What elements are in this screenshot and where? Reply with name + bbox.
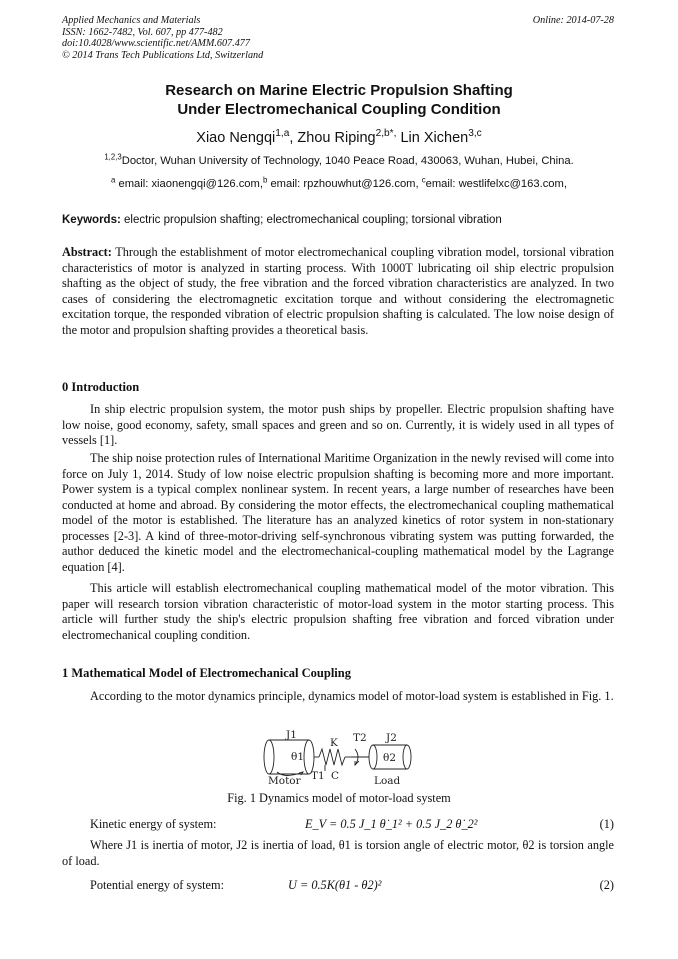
- keywords-text: electric propulsion shafting; electromechanical coupling; torsional vibration: [124, 214, 502, 226]
- equation-2-label: Potential energy of system:: [90, 878, 224, 892]
- copyright: © 2014 Trans Tech Publications Ltd, Switzerland: [62, 49, 264, 61]
- equation-1-explanation: Where J1 is inertia of motor, J2 is inertia of load, θ1 is torsion angle of electric motor, θ2 is torsion angle of load.: [62, 838, 614, 868]
- email-b-sup: b: [262, 175, 268, 185]
- online-date: Online: 2014-07-28: [532, 15, 614, 26]
- equation-2: U = 0.5K(θ1 - θ2)²: [288, 878, 382, 892]
- torsion-spring: [314, 749, 351, 765]
- affiliation-sup: 1,2,3: [104, 152, 122, 162]
- motor-load-diagram: [255, 727, 425, 787]
- issn: ISSN: 1662-7482, Vol. 607, pp 477-482: [62, 26, 223, 38]
- label-theta1: θ1: [291, 751, 305, 763]
- email-a-sup: a: [111, 175, 116, 185]
- section-0-heading: 0 Introduction: [62, 380, 140, 394]
- title-line-2: Under Electromechanical Coupling Condition: [177, 101, 501, 118]
- email-b: email: rpzhouwhut@126.com,: [270, 178, 419, 190]
- author-1-sup: 1,a: [275, 128, 290, 140]
- author-2: Zhou Riping: [297, 130, 376, 146]
- label-K: K: [330, 737, 338, 749]
- motor-inertia-cylinder: [264, 740, 314, 776]
- abstract: [62, 245, 614, 338]
- affiliation: [0, 152, 678, 167]
- label-T1: T1: [311, 770, 325, 782]
- equation-1-label: Kinetic energy of system:: [90, 817, 217, 831]
- author-1: Xiao Nengqi: [196, 130, 276, 146]
- label-J1: J1: [286, 729, 297, 741]
- load-inertia-cylinder: [351, 745, 411, 769]
- author-3: Lin Xichen: [400, 130, 469, 146]
- journal-name: Applied Mechanics and Materials: [62, 15, 201, 26]
- paper-title: [0, 81, 678, 119]
- author-list: Xiao Nengqi$^{1,a}$, Zhou Riping$^{2,b*,}$ Lin Xichen$^{3,c}$: [196, 128, 482, 146]
- equation-1: E_V = 0.5 J_1 θ̇_1² + 0.5 J_2 θ̇_2²: [305, 817, 478, 831]
- label-theta2: θ2: [383, 752, 397, 764]
- journal-header: [62, 15, 263, 61]
- email-list: [0, 175, 678, 190]
- affiliation-text: Doctor, Wuhan University of Technology, 1040 Peace Road, 430063, Wuhan, Hubei, China.: [121, 155, 574, 167]
- author-3-sup: 3,c: [468, 128, 482, 140]
- intro-paragraph-3: This article will establish electromechanical coupling mathematical model of the motor vibration. This paper will research torsion vibration characteristic of motor-load system in the motor starting process. This article will further study the ship's electric propulsion shafting free vibration and forced vibration under electromechanical coupling condition.: [62, 581, 614, 642]
- email-c: email: westlifelxc@163.com,: [425, 178, 567, 190]
- abstract-label: Abstract:: [62, 245, 112, 259]
- intro-paragraph-1: In ship electric propulsion system, the motor push ships by propeller. Electric propulsion shafting have low noise, good economy, safety, small spaces and green and so on. Currently, it is widely used in all types of vessels [1].: [62, 402, 614, 447]
- label-J2: J2: [386, 732, 397, 744]
- section-1-heading: 1 Mathematical Model of Electromechanical Coupling: [62, 666, 351, 680]
- title-line-1: Research on Marine Electric Propulsion Shafting: [165, 82, 513, 99]
- section-1-paragraph-1: According to the motor dynamics principle, dynamics model of motor-load system is established in Fig. 1.: [90, 689, 614, 703]
- keywords-label: Keywords:: [62, 214, 121, 226]
- label-load: Load: [374, 775, 401, 787]
- label-T2: T2: [353, 732, 367, 744]
- equation-1-number: (1): [599, 817, 614, 831]
- email-a: email: xiaonengqi@126.com,: [118, 178, 263, 190]
- doi: doi:10.4028/www.scientific.net/AMM.607.477: [62, 38, 250, 50]
- keywords: [62, 214, 622, 226]
- email-c-sup: c: [421, 175, 426, 185]
- abstract-text: Through the establishment of motor electromechanical coupling vibration model, torsional vibration characteristics of motor is analyzed in starting process. With 1000T lubricating oil ship electric propulsion shafting as the object of study, the free vibration and the forced vibration characteristics are analyzed. In two cases of considering the electromagnetic excitation torque and without considering the electromagnetic excitation torque, the responded vibration of electric propulsion shafting is calculated. The low noise design of the motor and propulsion shafting provides a theoretical basis.: [62, 245, 614, 337]
- figure-caption: Fig. 1 Dynamics model of motor-load system: [227, 791, 451, 805]
- intro-paragraph-2: The ship noise protection rules of International Maritime Organization in the newly revised will come into force on July 1, 2014. Study of low noise electric propulsion shafting is becoming more and more important. Power system is a typical complex nonlinear system. In recent years, a large number of researches have been conducted at home and abroad. By considering the motor effects, the electromechanical coupling mathematical model of the motor is established. The literature has an analyzed kinetics of rotor system in non-stationary processes [2-3]. A kind of three-motor-driving self-synchronous vibrating system was putting forwarded, the author deduced the kinetic model and the electromechanical-coupling mathematical model by the Lagrange equation [4].: [62, 451, 614, 574]
- author-2-sup: 2,b*,: [375, 128, 397, 140]
- label-C: C: [331, 770, 340, 782]
- label-motor: Motor: [268, 775, 301, 787]
- equation-2-number: (2): [599, 878, 614, 892]
